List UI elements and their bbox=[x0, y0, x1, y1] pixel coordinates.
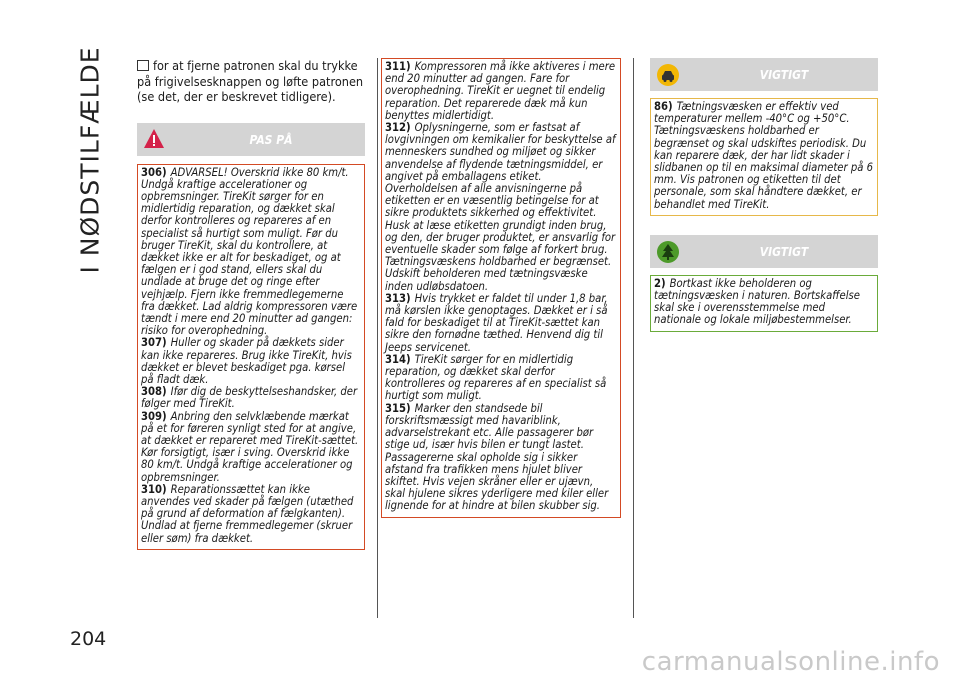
column-divider bbox=[633, 58, 634, 618]
note-number: 309) bbox=[141, 409, 167, 423]
note-item bbox=[141, 484, 360, 545]
page-number: 204 bbox=[70, 628, 107, 650]
note-text: Bortkast ikke beholderen og tætningsvæsken i naturen. Bortskaffelse skal ske i overensstemmelse med nationale og lokale miljøbestemmelser. bbox=[654, 276, 860, 327]
watermark: carmanualsonline.info bbox=[641, 647, 940, 677]
note-number: 306) bbox=[141, 165, 167, 179]
important-notes bbox=[654, 101, 873, 211]
note-text: Anbring den selvklæbende mærkat på et for føreren synligt sted for at angive, at dækket er repareret med TireKit-sættet. Kør forsigtigt, især i sving. Overskrid ikke 80 km/t. Undgå kraftige accelerationer og opbremsninger. bbox=[141, 409, 359, 484]
note-item bbox=[654, 278, 873, 327]
intro-text: for at fjerne patronen skal du trykke på frigivelsesknappen og løfte patronen (se det, der er beskrevet tidligere). bbox=[137, 58, 364, 104]
note-number: 311) bbox=[385, 60, 411, 73]
note-number: 86) bbox=[654, 100, 673, 113]
note-item bbox=[385, 61, 616, 122]
note-text: Kompressoren må ikke aktiveres i mere end 20 minutter ad gangen. Fare for overophedning. TireKit er uegnet til endelig reparation. Det reparerede dæk må kun benyttes midlertidigt. bbox=[385, 60, 616, 122]
note-item bbox=[141, 167, 360, 338]
environment-box bbox=[650, 275, 878, 332]
caution-notes-continued bbox=[385, 61, 616, 513]
note-item bbox=[385, 293, 616, 354]
note-number: 313) bbox=[385, 291, 411, 305]
environment-notes bbox=[654, 278, 873, 327]
note-text: Tætningsvæsken er effektiv ved temperaturer mellem -40°C og +50°C. Tætningsvæskens holdbarhed er begrænset og skal udskiftes periodisk. Du kan reparere dæk, der har lidt skader i slidbanen op til en maksimal diameter på 6 mm. Vis patronen og etiketten til det personale, som skal håndtere dækket, er behandlet med TireKit. bbox=[654, 100, 873, 211]
intro-paragraph bbox=[137, 58, 365, 105]
environment-banner bbox=[650, 235, 878, 268]
note-item bbox=[141, 411, 360, 484]
caution-box bbox=[137, 164, 365, 550]
important-banner bbox=[650, 58, 878, 91]
important-label: VIGTIGT bbox=[759, 68, 809, 82]
note-item bbox=[385, 122, 616, 293]
note-number: 312) bbox=[385, 121, 411, 135]
caution-label: PAS PÅ bbox=[249, 132, 293, 147]
note-number: 307) bbox=[141, 336, 167, 350]
note-text: Huller og skader på dækkets sider kan ikke repareres. Brug ikke TireKit, hvis dækket er blevet beskadiget pga. kørsel på fladt dæk. bbox=[141, 336, 352, 386]
note-text: Hvis trykket er faldet til under 1,8 bar, må kørslen ikke genoptages. Dækket er i så fald for beskadiget til at TireKit-sættet kan sikre den fornødne tæthed. Henvend dig til Jeeps servicenet. bbox=[385, 291, 608, 354]
note-number: 2) bbox=[654, 276, 666, 290]
column-divider bbox=[377, 58, 378, 618]
column-left bbox=[137, 58, 365, 550]
note-text: ADVARSEL! Overskrid ikke 80 km/t. Undgå kraftige accelerationer og opbremsninger. TireKit sørger for en midlertidig reparation, og dækket skal derfor kontrolleres og repareres af en specialist så hurtigt som muligt. Før du bruger TireKit, skal du kontrollere, at dækket ikke er alt for beskadiget, og at fælgen er i god stand, ellers skal du undlade at bruge det og ringe efter vejhjælp. Fjern ikke fremmedlegemerne fra dækket. Lad aldrig kompressoren være tændt i mere end 20 minutter ad gangen: risiko for overophedning. bbox=[141, 165, 358, 338]
note-number: 310) bbox=[141, 482, 167, 496]
note-text: Reparationssættet kan ikke anvendes ved skader på fælgen (utæthed på grund af deformation af fælgkanten). Undlad at fjerne fremmedlegemer (skruer eller søm) fra dækket. bbox=[141, 482, 354, 545]
column-middle bbox=[381, 58, 621, 518]
column-right bbox=[650, 58, 878, 332]
caution-notes bbox=[141, 167, 360, 545]
chapter-title bbox=[60, 40, 120, 280]
note-text: Marker den standsede bil forskriftsmæssigt med havariblink, advarselstrekant etc. Alle passagerer bør stige ud, især hvis bilen er tungt lastet. Passagererne skal opholde sig i sikker afstand fra trafikken mens hjulet bliver skiftet. Hvis vejen skråner eller er ujævn, skal hjulene sikres yderligere med kiler eller lignende for at hindre at bilen skubber sig. bbox=[385, 401, 609, 513]
important-box bbox=[650, 98, 878, 216]
note-item bbox=[141, 386, 360, 410]
note-number: 315) bbox=[385, 401, 411, 415]
note-text: TireKit sørger for en midlertidig reparation, og dækket skal derfor kontrolleres og repareres af en specialist så hurtigt som muligt. bbox=[385, 352, 607, 403]
caution-box-continued bbox=[381, 58, 621, 518]
note-number: 314) bbox=[385, 352, 411, 366]
chapter-title-text: I NØDSTILFÆLDE bbox=[75, 46, 105, 274]
note-item bbox=[385, 403, 616, 513]
note-text: Oplysningerne, som er fastsat af lovgivningen om kemikalier for beskyttelse af menneskers sundhed og miljøet og sikker anvendelse af flydende tætningsmiddel, er angivet på emballagens etiket. Overholdelsen af alle anvisningerne på etiketten er en væsentlig betingelse for at sikre produktets sikkerhed og effektivitet. Husk at læse etiketten grundigt inden brug, og den, der bruger produktet, er ansvarlig for eventuelle skader som følge af forkert brug. Tætningsvæskens holdbarhed er begrænset. Udskift beholderen med tætningsvæske inden udløbsdatoen. bbox=[385, 121, 616, 293]
environment-label: VIGTIGT bbox=[759, 244, 809, 259]
note-text: Ifør dig de beskyttelseshandsker, der følger med TireKit. bbox=[141, 385, 358, 411]
note-item bbox=[141, 337, 360, 386]
caution-banner bbox=[137, 123, 365, 156]
note-item bbox=[385, 354, 616, 403]
note-number: 308) bbox=[141, 385, 167, 399]
note-item bbox=[654, 101, 873, 211]
book-icon bbox=[137, 60, 149, 71]
